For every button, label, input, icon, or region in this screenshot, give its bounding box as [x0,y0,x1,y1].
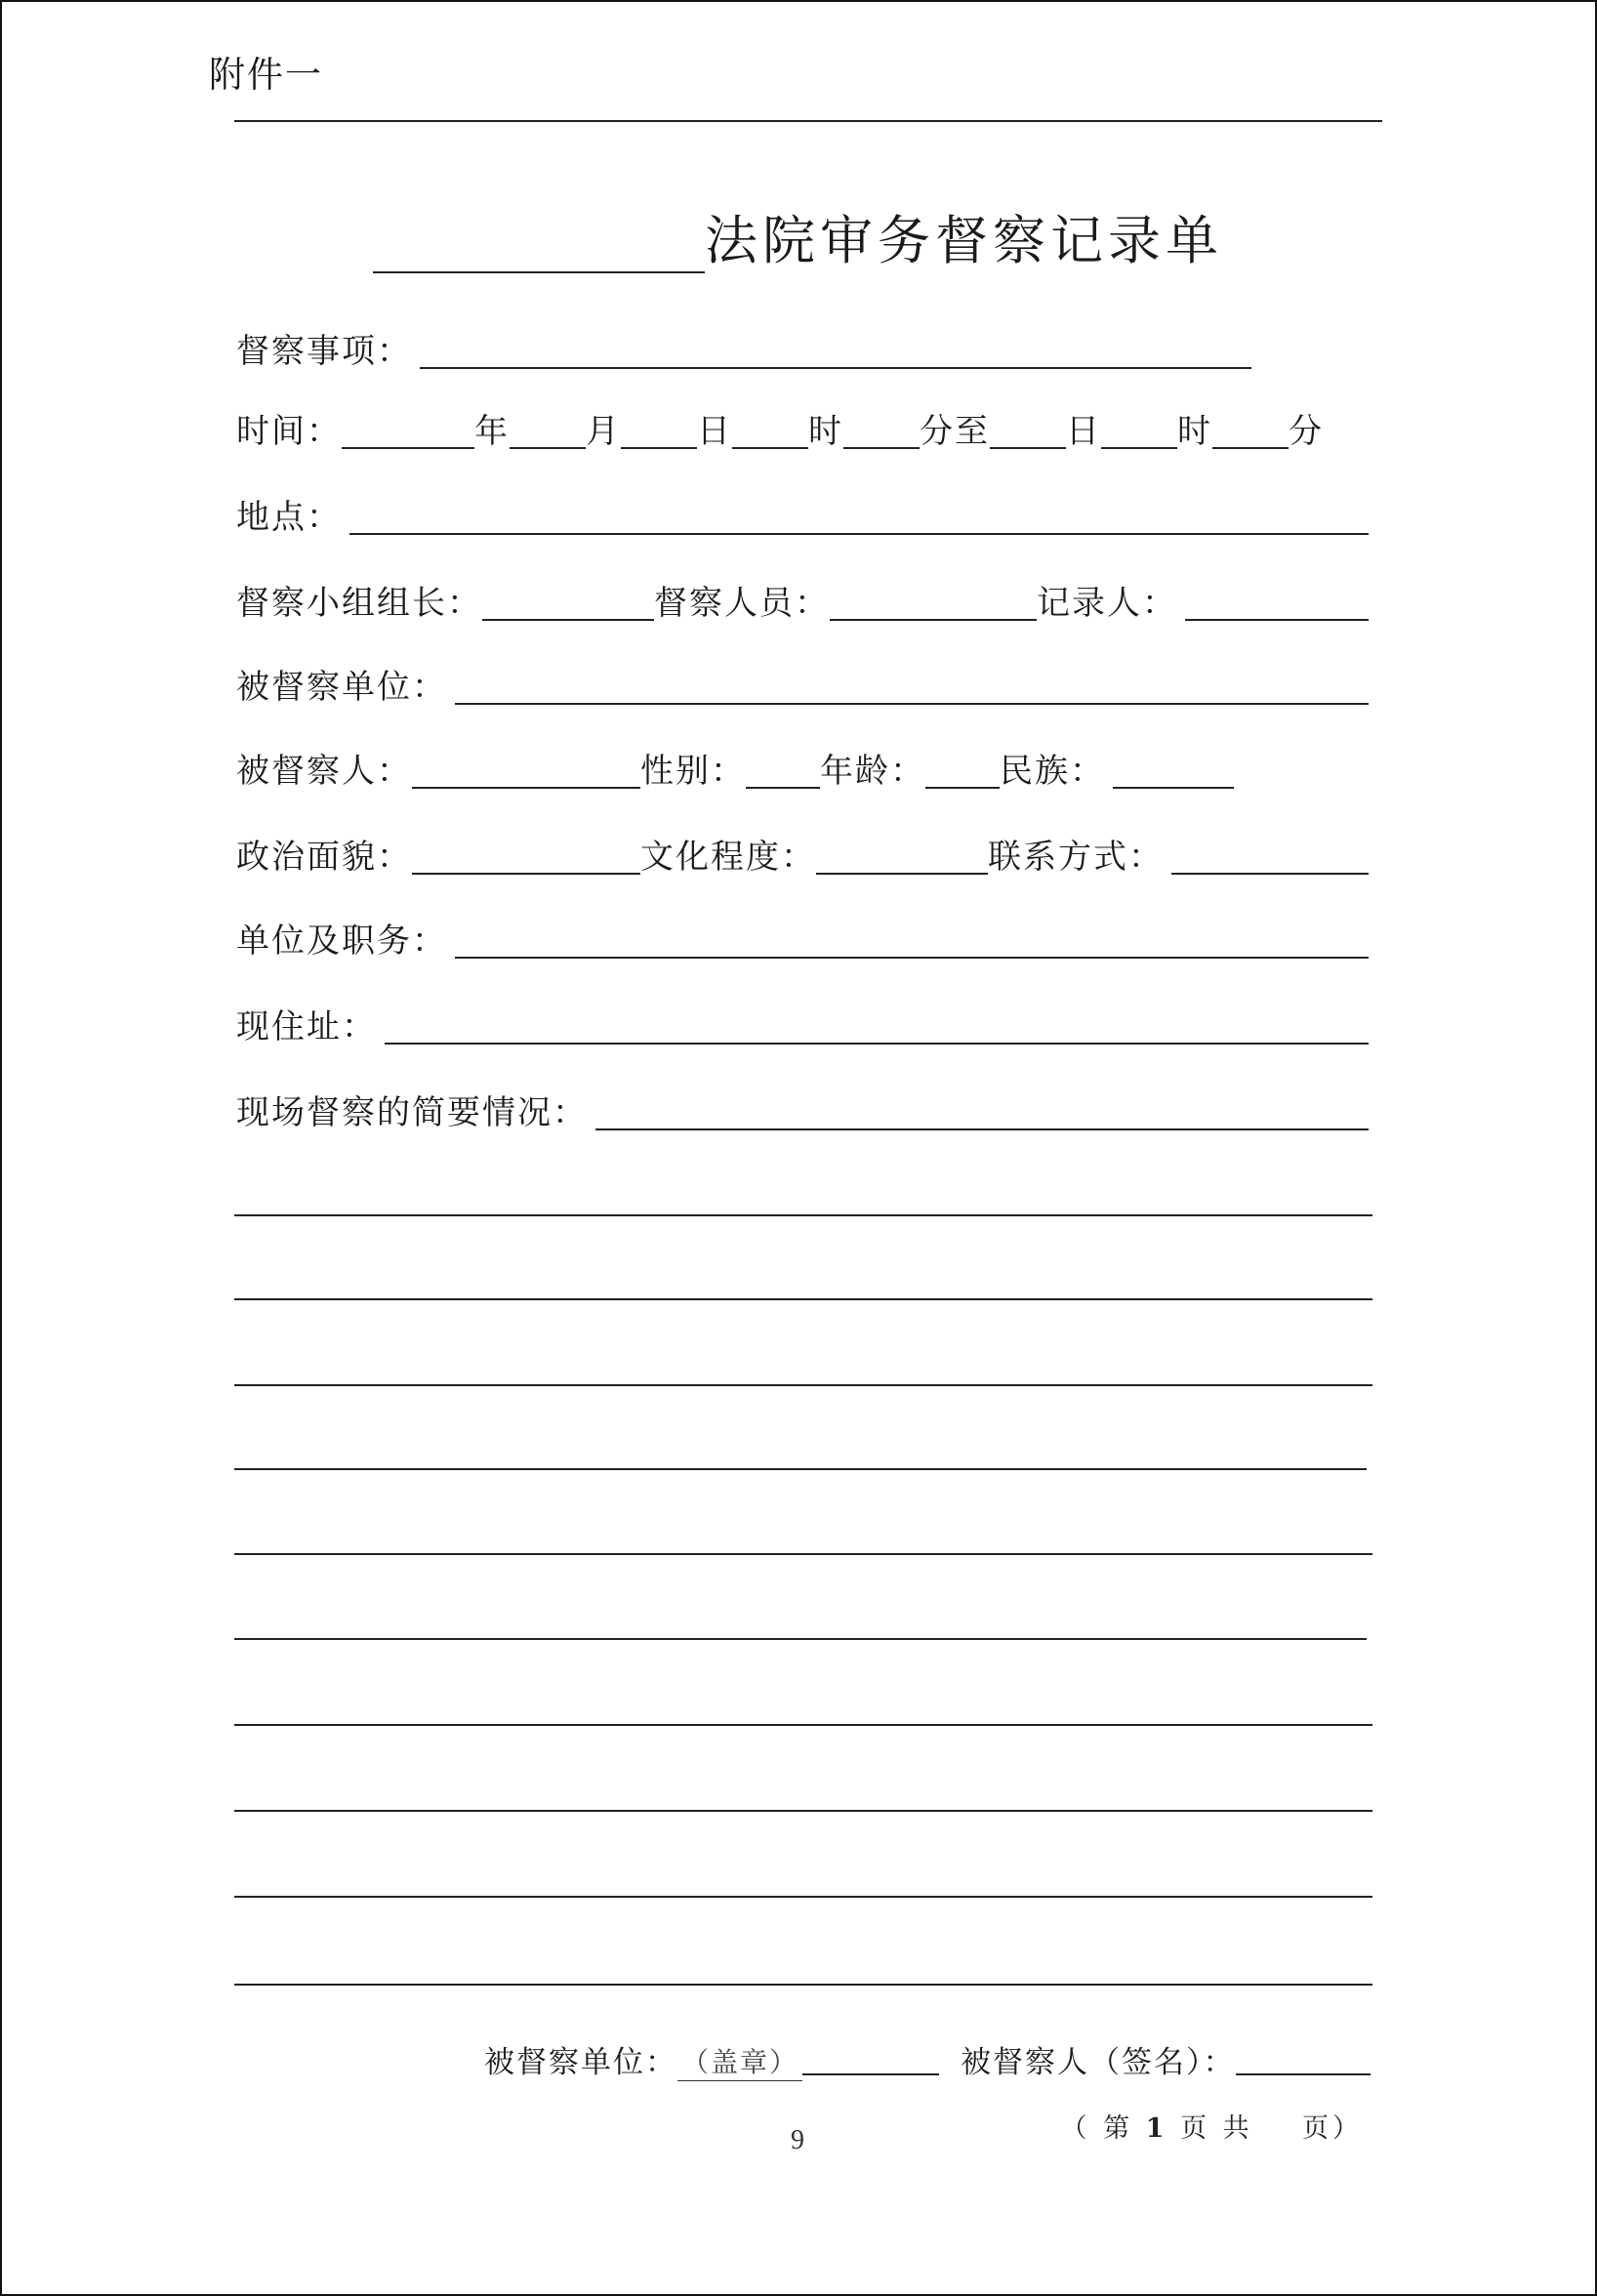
inspectors-field[interactable] [830,619,1037,621]
row-political [236,830,1369,882]
person-signature-label: 被督察人（签名）： [961,2045,1236,2080]
team-leader-label: 督察小组组长： [236,584,482,623]
age-label: 年龄： [820,752,925,791]
education-label: 文化程度： [640,838,816,877]
minute-field[interactable] [843,447,920,449]
place-label: 地点： [236,498,342,537]
page-count-current: 1 [1145,2113,1168,2144]
row-matter [236,324,1251,377]
day2-unit: 日 [1066,412,1101,451]
page-count-open: （ 第 [1060,2113,1134,2144]
place-field[interactable] [349,533,1369,535]
writing-line[interactable] [234,1984,1372,1986]
recorder-label: 记录人： [1037,584,1177,623]
day-field[interactable] [621,447,697,449]
hour-unit: 时 [808,412,843,451]
unit-stamp-line[interactable] [802,2073,939,2075]
writing-line[interactable] [234,1468,1367,1470]
summary-label: 现场督察的简要情况： [236,1093,588,1132]
supervised-unit-field[interactable] [455,703,1369,705]
writing-line[interactable] [234,1896,1372,1898]
matter-label: 督察事项： [236,332,412,371]
writing-line[interactable] [234,1384,1372,1386]
unit-stamp-area [484,2032,939,2081]
page-number: 9 [791,2125,804,2155]
summary-field[interactable] [595,1128,1369,1130]
gender-field[interactable] [746,787,820,789]
writing-line[interactable] [234,1724,1372,1726]
attachment-label: 附件一 [209,54,323,96]
year-unit: 年 [474,412,510,451]
row-team [236,576,1369,629]
row-time [236,404,1371,457]
row-address [236,1000,1369,1052]
person-signature-field[interactable] [1236,2073,1371,2075]
row-supervised-person [236,744,1234,797]
writing-line[interactable] [234,1553,1372,1555]
political-status-field[interactable] [412,873,640,875]
hour2-unit: 时 [1177,412,1212,451]
page-count-close: 页） [1302,2113,1363,2144]
unit-position-field[interactable] [455,957,1369,959]
team-leader-field[interactable] [482,619,654,621]
month-field[interactable] [510,447,586,449]
writing-line[interactable] [234,1214,1372,1216]
form-title-text: 法院审务督察记录单 [705,210,1223,271]
year-field[interactable] [342,447,474,449]
row-summary [236,1086,1369,1138]
writing-line[interactable] [234,1638,1367,1640]
person-signature-area [961,2032,1371,2081]
address-field[interactable] [385,1043,1369,1045]
writing-line[interactable] [234,1810,1372,1812]
minute-to-unit: 分至 [920,412,990,451]
row-place [236,490,1369,543]
unit-position-label: 单位及职务： [236,922,447,961]
contact-field[interactable] [1171,873,1369,875]
form-title [373,205,1223,273]
inspectors-label: 督察人员： [654,584,830,623]
supervised-unit-label: 被督察单位： [236,668,447,707]
row-unit-position [236,914,1369,966]
ethnicity-field[interactable] [1113,787,1234,789]
supervised-person-field[interactable] [412,787,640,789]
minute2-unit: 分 [1289,412,1324,451]
unit-stamp-label: 被督察单位： [484,2045,677,2080]
court-name-blank[interactable] [373,213,705,273]
header-rule [234,120,1382,122]
day2-field[interactable] [990,447,1066,449]
recorder-field[interactable] [1185,619,1369,621]
matter-field[interactable] [420,367,1251,369]
hour2-field[interactable] [1101,447,1177,449]
age-field[interactable] [925,787,1000,789]
day-unit: 日 [697,412,732,451]
writing-line[interactable] [234,1298,1372,1300]
contact-label: 联系方式： [988,838,1164,877]
hour-field[interactable] [732,447,808,449]
row-supervised-unit [236,660,1369,713]
ethnicity-label: 民族： [1000,752,1105,791]
gender-label: 性别： [640,752,746,791]
page-count [1060,2107,1363,2145]
address-label: 现住址： [236,1007,377,1046]
political-status-label: 政治面貌： [236,838,412,877]
education-field[interactable] [816,873,988,875]
minute2-field[interactable] [1212,447,1289,449]
time-label: 时间： [236,412,342,451]
unit-stamp-field[interactable]: （盖章） [677,2041,802,2081]
page-count-middle: 页 共 [1180,2113,1253,2144]
month-unit: 月 [586,412,621,451]
supervised-person-label: 被督察人： [236,752,412,791]
